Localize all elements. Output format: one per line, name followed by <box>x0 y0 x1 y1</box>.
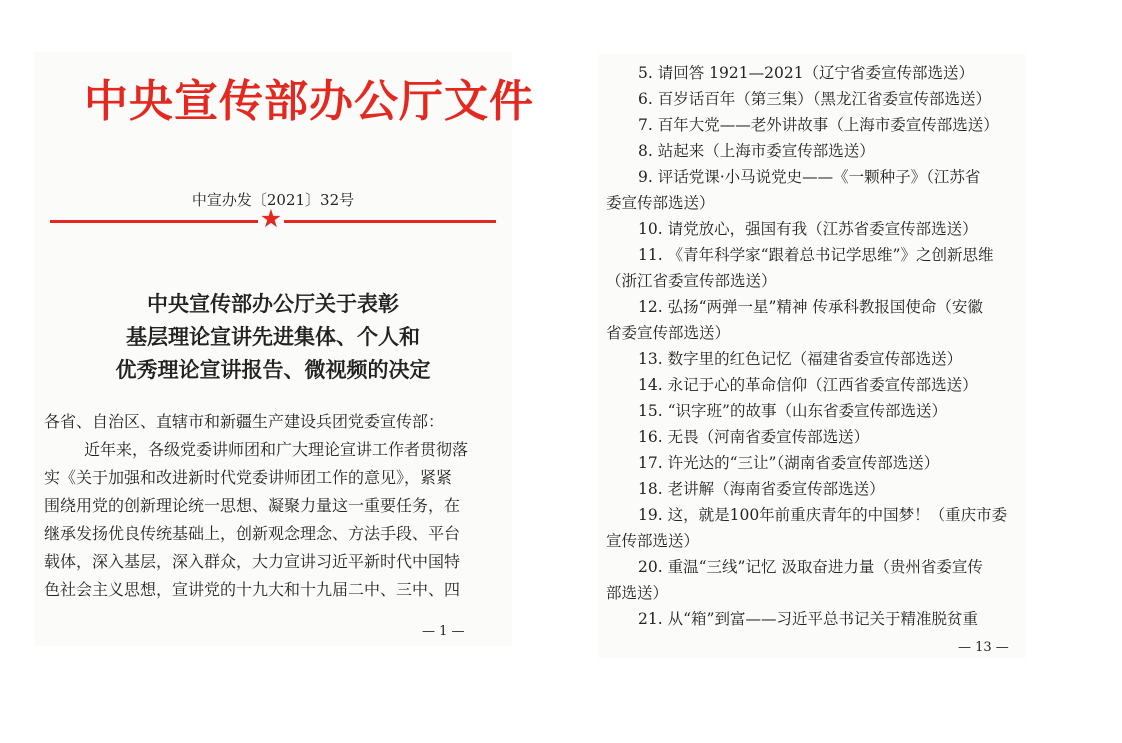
list-item-continuation: 部选送） <box>606 584 669 602</box>
list-item: 15. “识字班”的故事（山东省委宣传部选送） <box>638 402 947 420</box>
red-star-icon: ★ <box>259 204 283 233</box>
list-item: 11. 《青年科学家“跟着总书记学思维”》之创新思维 <box>638 246 994 264</box>
body-text-line: 继承发扬优良传统基础上，创新观念理念、方法手段、平台 <box>44 524 461 543</box>
list-item: 16. 无畏（河南省委宣传部选送） <box>638 428 870 446</box>
list-item-continuation: 委宣传部选送） <box>606 194 715 212</box>
document-title-line: 优秀理论宣讲报告、微视频的决定 <box>115 357 431 382</box>
list-item: 9. 评话党课·小马说党史——《一颗种子》（江苏省 <box>638 168 981 186</box>
body-text-line: 实《关于加强和改进新时代党委讲师团工作的意见》，紧紧 <box>44 468 453 487</box>
list-item: 12. 弘扬“两弹一星”精神 传承科教报国使命（安徽 <box>638 298 983 316</box>
body-text-line: 载体，深入基层，深入群众，大力宣讲习近平新时代中国特 <box>44 552 461 571</box>
red-rule-right <box>284 220 496 223</box>
page-number: — 1 — <box>422 624 465 639</box>
list-item: 17. 许光达的“三让”（湖南省委宣传部选送） <box>638 454 940 472</box>
list-item: 20. 重温“三线”记忆 汲取奋进力量（贵州省委宣传 <box>638 558 983 576</box>
list-item: 5. 请回答 1921—2021（辽宁省委宣传部选送） <box>638 64 975 82</box>
list-item-continuation: 省委宣传部选送） <box>606 324 731 342</box>
body-text-line: 围绕用党的创新理论统一思想、凝聚力量这一重要任务，在 <box>44 496 461 515</box>
document-page-13 <box>598 54 1026 658</box>
red-rule-left <box>50 220 258 223</box>
list-item: 14. 永记于心的革命信仰（江西省委宣传部选送） <box>638 376 978 394</box>
list-item-continuation: 宣传部选送） <box>606 532 700 550</box>
list-item: 6. 百岁话百年（第三集）（黑龙江省委宣传部选送） <box>638 90 991 108</box>
document-title-line: 基层理论宣讲先进集体、个人和 <box>126 324 420 349</box>
document-number: 中宣办发〔2021〕32号 <box>191 191 355 209</box>
body-text-line: 色社会主义思想，宣讲党的十九大和十九届二中、三中、四 <box>44 580 461 599</box>
salutation: 各省、自治区、直辖市和新疆生产建设兵团党委宣传部： <box>44 412 445 431</box>
page-number: — 13 — <box>958 640 1009 655</box>
list-item: 7. 百年大党——老外讲故事（上海市委宣传部选送） <box>638 116 999 134</box>
list-item: 21. 从“箱”到富——习近平总书记关于精准脱贫重 <box>638 610 978 628</box>
document-header: 中央宣传部办公厅文件 <box>84 76 534 127</box>
list-item: 8. 站起来（上海市委宣传部选送） <box>638 142 875 160</box>
list-item: 10. 请党放心，强国有我（江苏省委宣传部选送） <box>638 220 978 238</box>
list-item-continuation: （浙江省委宣传部选送） <box>606 272 777 290</box>
document-page-1 <box>34 52 534 646</box>
list-item: 19. 这，就是100年前重庆青年的中国梦！（重庆市委 <box>638 506 1008 524</box>
list-item: 13. 数字里的红色记忆（福建省委宣传部选送） <box>638 350 963 368</box>
body-text-line: 近年来，各级党委讲师团和广大理论宣讲工作者贯彻落 <box>84 440 469 459</box>
list-item: 18. 老讲解（海南省委宣传部选送） <box>638 480 885 498</box>
document-title-line: 中央宣传部办公厅关于表彰 <box>147 291 399 316</box>
